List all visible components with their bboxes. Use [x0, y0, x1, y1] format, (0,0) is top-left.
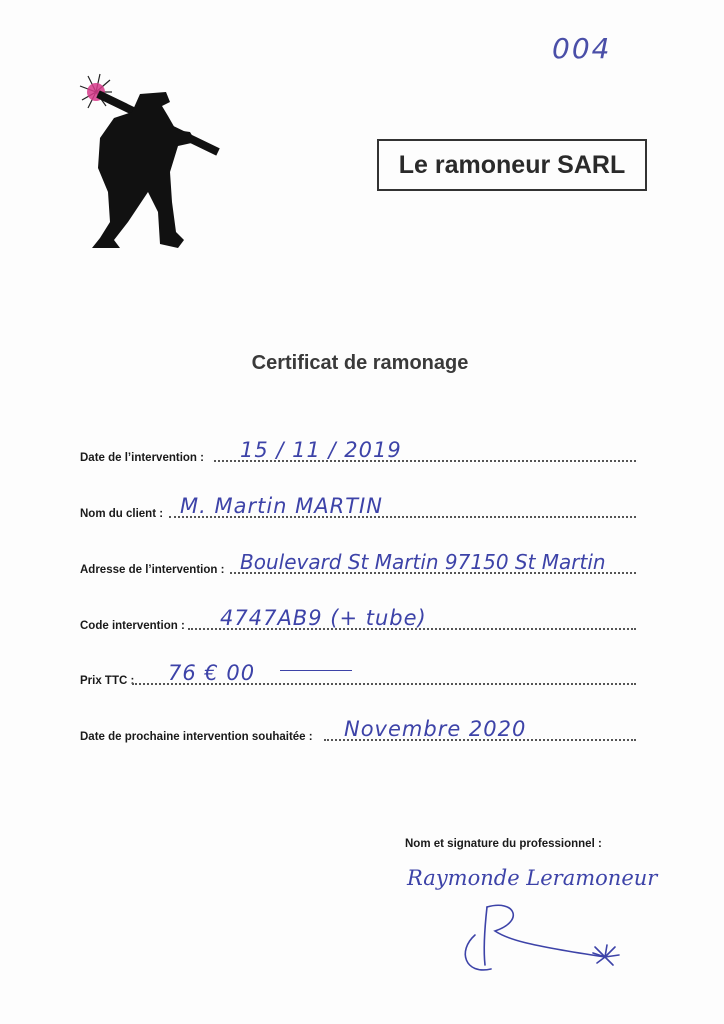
professional-label: Nom et signature du professionnel : [405, 838, 602, 850]
company-name-box: Le ramoneur SARL [377, 139, 647, 191]
client-name-field [80, 482, 640, 522]
address-value: Boulevard St Martin 97150 St Martin [240, 550, 606, 574]
client-name-label: Nom du client : [80, 508, 164, 520]
date-intervention-label: Date de l’intervention : [80, 452, 204, 464]
handwritten-signature [455, 895, 635, 990]
date-intervention-value: 15 / 11 / 2019 [240, 438, 402, 462]
address-label: Adresse de l’intervention : [80, 564, 225, 576]
next-date-value: Novembre 2020 [344, 717, 527, 741]
code-label: Code intervention : [80, 620, 185, 632]
price-label: Prix TTC : [80, 675, 135, 687]
next-date-label: Date de prochaine intervention souhaitée : [80, 731, 313, 743]
document-number: 004 [552, 32, 612, 65]
code-field [80, 594, 640, 634]
handwritten-dash [280, 670, 352, 671]
address-field [80, 538, 670, 578]
chimney-sweep-silhouette-icon [78, 72, 228, 254]
date-intervention-field [80, 426, 640, 466]
client-name-value: M. Martin MARTIN [180, 494, 383, 518]
price-value: 76 € 00 [168, 661, 256, 685]
price-field [80, 649, 640, 689]
professional-name: Raymonde Leramoneur [407, 866, 658, 890]
document-title: Certificat de ramonage [251, 352, 469, 374]
code-value: 4747AB9 (+ tube) [220, 606, 427, 630]
next-date-field [80, 705, 640, 745]
